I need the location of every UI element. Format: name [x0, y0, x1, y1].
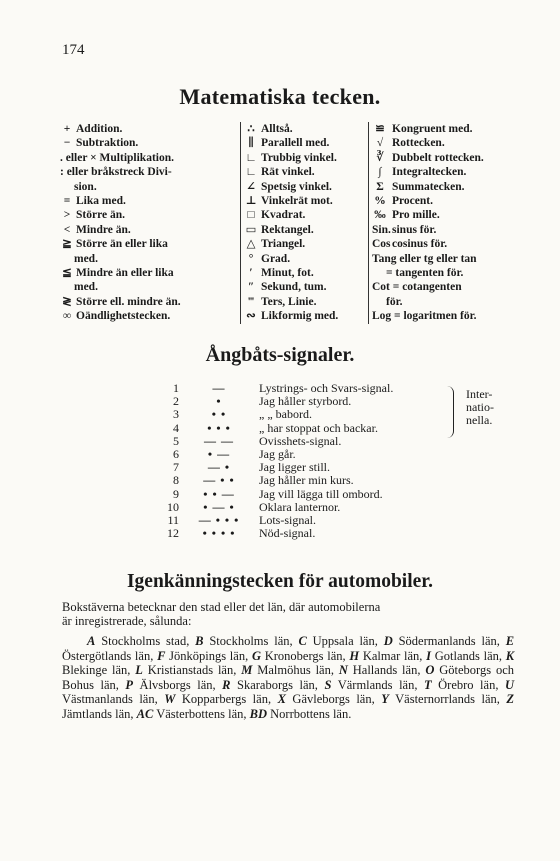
registration-code: H	[349, 648, 360, 663]
symbol-label: cosinus för.	[392, 238, 448, 251]
registration-place: Gävleborgs län,	[292, 692, 375, 706]
signal-pattern: — •	[207, 460, 231, 475]
math-symbol: ≌	[375, 123, 385, 135]
symbol-row	[372, 237, 520, 251]
signal-description: Lystrings- och Svars-signal.	[259, 381, 394, 395]
symbol-row	[372, 122, 520, 136]
signal-pattern: • • • •	[202, 526, 236, 541]
registration-code: P	[125, 677, 134, 692]
intro-line: Bokstäverna betecknar den stad eller det län, där automobilerna	[62, 600, 381, 614]
symbol-row	[244, 136, 372, 150]
symbol-row	[244, 237, 372, 251]
registration-place: Södermanlands län,	[398, 634, 500, 648]
symbol-label: = tangenten för.	[386, 267, 464, 280]
symbol-label: Rottecken.	[392, 137, 445, 150]
registration-code: A	[87, 634, 96, 648]
symbol-row	[244, 266, 372, 280]
symbol-row	[372, 194, 520, 208]
symbol-label: Tang eller tg eller tan	[372, 252, 477, 265]
math-symbol: =	[63, 195, 71, 208]
signal-description: Jag går.	[259, 446, 296, 461]
symbol-label: Kvadrat.	[261, 209, 306, 222]
math-symbol: ≷	[62, 295, 72, 308]
registration-code: B	[195, 634, 204, 648]
symbol-row	[372, 208, 520, 222]
symbol-row	[60, 136, 238, 150]
symbol-label: för.	[386, 295, 403, 308]
math-symbol: Sin.	[372, 223, 391, 236]
symbol-label: Större än.	[76, 209, 125, 222]
symbol-row	[372, 180, 520, 194]
signal-number: 5	[173, 433, 179, 448]
math-symbol: ▭	[245, 223, 257, 236]
registration-place: Kronobergs län,	[264, 648, 346, 663]
signal-description: Jag håller styrbord.	[259, 394, 352, 409]
symbol-row	[372, 295, 520, 309]
registration-place: Blekinge län,	[62, 663, 131, 677]
symbol-row	[244, 165, 372, 179]
registration-code: C	[298, 634, 307, 648]
automobile-intro	[62, 600, 514, 628]
signal-pattern: — • • •	[198, 512, 240, 527]
symbol-label: Vinkelrät mot.	[261, 195, 333, 208]
math-symbol: □	[247, 209, 255, 222]
symbol-label: Sekund, tum.	[261, 281, 327, 294]
symbol-row	[372, 266, 520, 280]
signal-description: Ovisshets-signal.	[259, 433, 342, 448]
symbol-label: Trubbig vinkel.	[261, 151, 337, 164]
symbol-row	[60, 151, 238, 165]
symbol-row	[372, 280, 520, 294]
math-symbol: ∥	[247, 137, 255, 150]
symbol-label: Lika med.	[76, 195, 126, 208]
signal-number: 3	[173, 407, 179, 422]
automobile-heading: Igenkänningstecken för automobiler.	[126, 571, 434, 592]
signal-description: „ har stoppat och backar.	[259, 420, 378, 435]
signal-description: Jag vill lägga till ombord.	[259, 486, 383, 501]
registration-code: O	[425, 663, 435, 677]
registration-list	[62, 634, 514, 721]
symbol-row	[244, 252, 372, 266]
international-label-line: Inter-	[466, 387, 493, 401]
registration-place: Västerbottens län,	[156, 706, 247, 721]
symbol-label: Procent.	[392, 195, 433, 208]
registration-code: F	[157, 648, 166, 663]
signal-pattern: — • •	[203, 473, 235, 488]
international-label-line: natio-	[466, 400, 494, 414]
signal-row	[154, 488, 449, 501]
math-symbols-column-2	[240, 122, 372, 324]
symbol-row	[372, 151, 520, 165]
symbol-row	[60, 280, 238, 294]
registration-place: Kristianstads län,	[147, 663, 237, 677]
symbol-row	[372, 309, 520, 323]
math-symbol: %	[374, 195, 386, 208]
signal-pattern: • • •	[207, 420, 231, 435]
symbol-label: Integraltecken.	[392, 166, 467, 179]
registration-code: L	[135, 663, 143, 677]
registration-place: Kalmar län,	[362, 648, 423, 663]
symbol-label: Ters, Linie.	[261, 295, 317, 308]
symbol-row	[60, 223, 238, 237]
symbol-row	[60, 266, 238, 280]
signal-pattern: — —	[204, 433, 234, 448]
signal-pattern: —	[212, 381, 226, 395]
symbol-row	[244, 194, 372, 208]
symbol-row	[244, 295, 372, 309]
registration-code: R	[222, 677, 231, 692]
signal-number: 2	[173, 394, 179, 409]
registration-place: Älvsborgs län,	[139, 677, 216, 692]
registration-place: Kopparbergs län,	[181, 692, 272, 706]
symbol-row	[60, 252, 238, 266]
symbol-row	[372, 165, 520, 179]
steam-signals-table	[154, 382, 449, 540]
registration-code: BD	[249, 706, 267, 721]
signal-description: Jag håller min kurs.	[259, 473, 354, 488]
signal-description: Jag ligger still.	[259, 460, 330, 475]
symbol-label: Subtraktion.	[76, 137, 139, 150]
math-symbol: △	[246, 238, 256, 251]
symbol-label: Större ell. mindre än.	[76, 295, 181, 308]
international-label	[466, 388, 494, 427]
page-title: Matematiska tecken.	[179, 84, 381, 109]
symbol-label: Kongruent med.	[392, 123, 473, 135]
registration-code: T	[423, 677, 432, 692]
signal-row	[154, 474, 449, 487]
math-symbol: ∟	[245, 151, 257, 164]
symbol-row	[372, 136, 520, 150]
symbol-label: Dubbelt rottecken.	[392, 151, 484, 164]
symbol-row	[60, 165, 238, 179]
signal-number: 1	[173, 381, 179, 395]
registration-place: Jönköpings län,	[169, 648, 249, 663]
symbol-row	[244, 180, 372, 194]
registration-code: M	[241, 663, 253, 677]
math-symbol: ≧	[62, 238, 72, 251]
registration-place: Göteborgs och Bohus län,	[62, 663, 515, 692]
steam-signals-heading: Ångbåts-signaler.	[205, 344, 355, 366]
signal-number: 4	[173, 420, 179, 435]
registration-place: Skaraborgs län,	[237, 677, 318, 692]
symbol-label: Cot = cotangenten	[372, 281, 462, 294]
symbol-row	[60, 208, 238, 222]
symbol-label: sion.	[74, 180, 97, 193]
symbol-label: Likformig med.	[261, 310, 339, 323]
signal-description: „ „ babord.	[259, 407, 312, 422]
symbol-label: Triangel.	[261, 238, 306, 251]
math-symbols-column-3	[368, 122, 520, 324]
math-symbol: ‴	[247, 295, 255, 308]
registration-code: X	[277, 692, 286, 706]
symbol-label: Oändlighetstecken.	[76, 310, 171, 323]
math-symbol: Σ	[376, 180, 384, 193]
intro-line: är inregistrerade, sålunda:	[62, 614, 192, 628]
symbol-row	[60, 194, 238, 208]
signal-pattern: • •	[211, 407, 227, 422]
math-symbol: >	[63, 209, 71, 222]
registration-code: E	[505, 634, 515, 648]
math-symbol: ∠	[246, 180, 256, 193]
registration-code: K	[505, 648, 515, 663]
symbol-row	[244, 151, 372, 165]
symbol-label: Summatecken.	[392, 180, 465, 193]
symbol-row	[372, 252, 520, 266]
signal-number: 10	[167, 499, 179, 514]
international-label-line: nella.	[466, 413, 493, 427]
symbol-row	[244, 208, 372, 222]
signal-number: 12	[167, 526, 179, 541]
registration-code: D	[383, 634, 393, 648]
math-symbol: ∛	[376, 151, 384, 164]
symbol-row	[244, 122, 372, 136]
registration-code: Y	[381, 692, 389, 706]
signal-number: 7	[173, 460, 179, 475]
math-symbol: +	[63, 123, 71, 135]
symbol-label: med.	[74, 252, 98, 265]
registration-place: Östergötlands län,	[62, 648, 154, 663]
symbol-row	[60, 295, 238, 309]
registration-code: N	[338, 663, 348, 677]
registration-place: Jämtlands län,	[62, 706, 134, 721]
symbol-label: sinus för.	[392, 223, 437, 236]
math-symbol: ′	[249, 267, 253, 280]
registration-place: Värmlands län,	[337, 677, 418, 692]
registration-place: Stockholms stad,	[101, 634, 190, 648]
symbol-label: Mindre än.	[76, 223, 131, 236]
symbol-label: : eller bråkstreck Divi-	[60, 166, 172, 179]
signal-row	[154, 422, 449, 435]
signal-number: 6	[173, 446, 179, 461]
signal-number: 8	[173, 473, 179, 488]
signal-pattern: • • —	[203, 486, 235, 501]
signal-row	[154, 408, 449, 421]
signal-pattern: • —	[207, 446, 231, 461]
math-symbols-column-1	[60, 122, 238, 324]
math-symbol: ∫	[378, 166, 382, 179]
symbol-label: Grad.	[261, 252, 291, 265]
math-symbol: −	[63, 137, 71, 150]
signal-description: Nöd-signal.	[259, 526, 316, 541]
symbol-row	[60, 180, 238, 194]
registration-place: Örebro län,	[438, 677, 499, 692]
math-symbol: ‰	[374, 209, 386, 222]
symbol-label: Alltså.	[261, 123, 293, 135]
symbol-label: Parallell med.	[261, 137, 330, 150]
registration-code: G	[251, 648, 261, 663]
registration-place: Gotlands län,	[434, 648, 503, 663]
symbol-row	[60, 237, 238, 251]
symbol-label: med.	[74, 281, 98, 294]
symbol-label: Mindre än eller lika	[76, 267, 174, 280]
signal-pattern: • — •	[203, 499, 235, 514]
symbol-row	[244, 309, 372, 323]
registration-code: Z	[506, 692, 515, 706]
symbol-label: Rät vinkel.	[261, 166, 315, 179]
math-symbol: <	[63, 223, 71, 236]
symbol-row	[60, 122, 238, 136]
symbol-label: Log = logaritmen för.	[372, 310, 477, 323]
math-symbol: ∴	[247, 123, 255, 135]
registration-place: Malmöhus län,	[257, 663, 334, 677]
symbol-label: . eller × Multiplikation.	[60, 151, 174, 164]
symbol-row	[372, 223, 520, 237]
registration-place: Uppsala län,	[312, 634, 378, 648]
registration-place: Hallands län,	[352, 663, 421, 677]
symbol-label: Pro mille.	[392, 209, 440, 222]
registration-code: U	[504, 677, 514, 692]
math-symbol: ∟	[245, 166, 257, 179]
symbol-label: Spetsig vinkel.	[261, 180, 332, 193]
math-symbol: °	[248, 252, 254, 265]
signal-row	[154, 435, 449, 448]
registration-code: AC	[136, 706, 154, 721]
math-symbol: ≦	[62, 267, 72, 280]
registration-code: I	[426, 648, 432, 663]
math-symbol: ∞	[62, 310, 72, 323]
registration-code: S	[324, 677, 332, 692]
math-symbol: √	[376, 137, 384, 150]
symbol-row	[60, 309, 238, 323]
math-symbol: Cos	[372, 238, 391, 251]
symbol-row	[244, 280, 372, 294]
signal-number: 11	[167, 512, 179, 527]
registration-code: W	[164, 692, 176, 706]
signal-row	[154, 527, 449, 540]
symbol-label: Rektangel.	[261, 223, 314, 236]
signal-number: 9	[173, 486, 179, 501]
registration-place: Västernorrlands län,	[395, 692, 500, 706]
registration-place: Norrbottens län.	[270, 706, 352, 721]
symbol-label: Större än eller lika	[76, 238, 168, 251]
signal-pattern: •	[216, 394, 222, 409]
math-symbol: ⊥	[245, 195, 257, 208]
signal-row	[154, 501, 449, 514]
signal-description: Oklara lanternor.	[259, 499, 341, 514]
symbol-label: Addition.	[76, 123, 123, 135]
math-symbol: ∾	[246, 310, 256, 323]
math-symbol: ″	[247, 281, 255, 294]
symbol-label: Minut, fot.	[261, 267, 314, 280]
signal-description: Lots-signal.	[259, 512, 316, 527]
registration-place: Stockholms län,	[209, 634, 293, 648]
symbol-row	[244, 223, 372, 237]
brace-icon	[447, 386, 454, 438]
registration-place: Västmanlands län,	[62, 692, 158, 706]
page-number: 174	[62, 42, 85, 58]
